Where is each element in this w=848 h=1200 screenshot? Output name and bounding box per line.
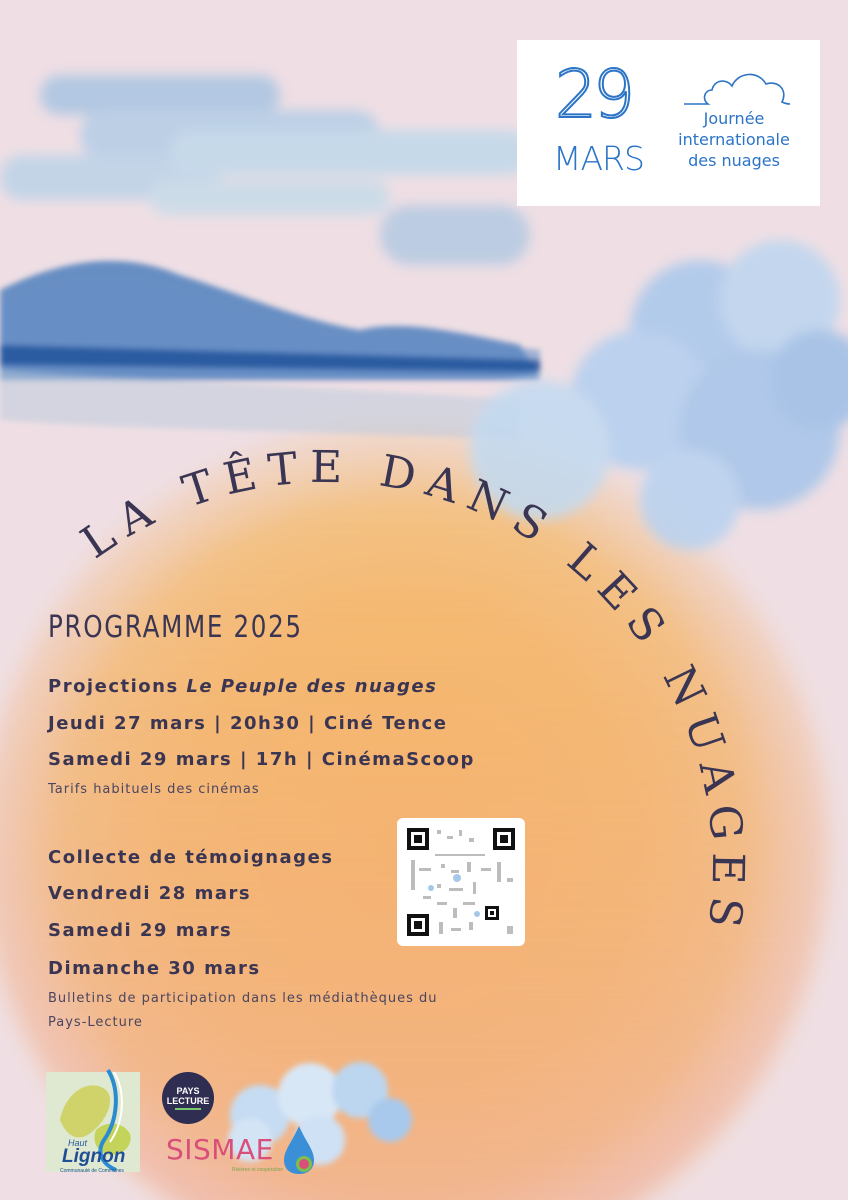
collecte-label: Collecte de témoignages [48, 847, 334, 868]
bulletins-note: Pays-Lecture [48, 1015, 143, 1030]
qr-code-icon [397, 818, 525, 946]
bulletins-note: Bulletins de participation dans les médiathèques du [48, 991, 438, 1006]
lignon-small: Haut [68, 1138, 88, 1148]
tarifs-note: Tarifs habituels des cinémas [48, 782, 260, 797]
haut-lignon-logo [46, 1060, 146, 1178]
badge-month: MARS [553, 139, 644, 178]
collecte-date: Samedi 29 mars [48, 920, 233, 941]
collecte-date: Vendredi 28 mars [48, 883, 252, 904]
projection-line: Jeudi 27 mars | 20h30 | Ciné Tence [48, 713, 448, 734]
film-title: Le Peuple des nuages [186, 676, 438, 697]
projections-prefix: Projections [48, 676, 187, 697]
lignon-sub: Communauté de Communes [60, 1168, 124, 1174]
projection-line: Samedi 29 mars | 17h | CinémaScoop [48, 749, 475, 770]
collecte-date: Dimanche 30 mars [48, 958, 261, 979]
water-drop-icon [282, 1124, 316, 1176]
pays-lecture-underline [175, 1108, 201, 1110]
badge-text-line: Journée [703, 109, 765, 128]
sismae-sub: Rivières et coopération [232, 1167, 284, 1173]
programme-title: PROGRAMME 2025 [48, 610, 303, 645]
lignon-name: Lignon [62, 1146, 126, 1167]
pays-lecture-logo [162, 1072, 214, 1124]
arc-title-text: LA TÊTE DANS LES NUAGES [72, 441, 754, 942]
badge-text-line: des nuages [688, 151, 780, 170]
sismae-logo: SISMAE [166, 1133, 274, 1166]
badge-text-line: internationale [678, 130, 790, 149]
pays-lecture-line: PAYS [176, 1086, 200, 1096]
pays-lecture-line: LECTURE [166, 1096, 210, 1106]
badge-day: 29 [555, 56, 631, 133]
qr-code[interactable] [397, 818, 525, 946]
projections-label [48, 676, 437, 697]
